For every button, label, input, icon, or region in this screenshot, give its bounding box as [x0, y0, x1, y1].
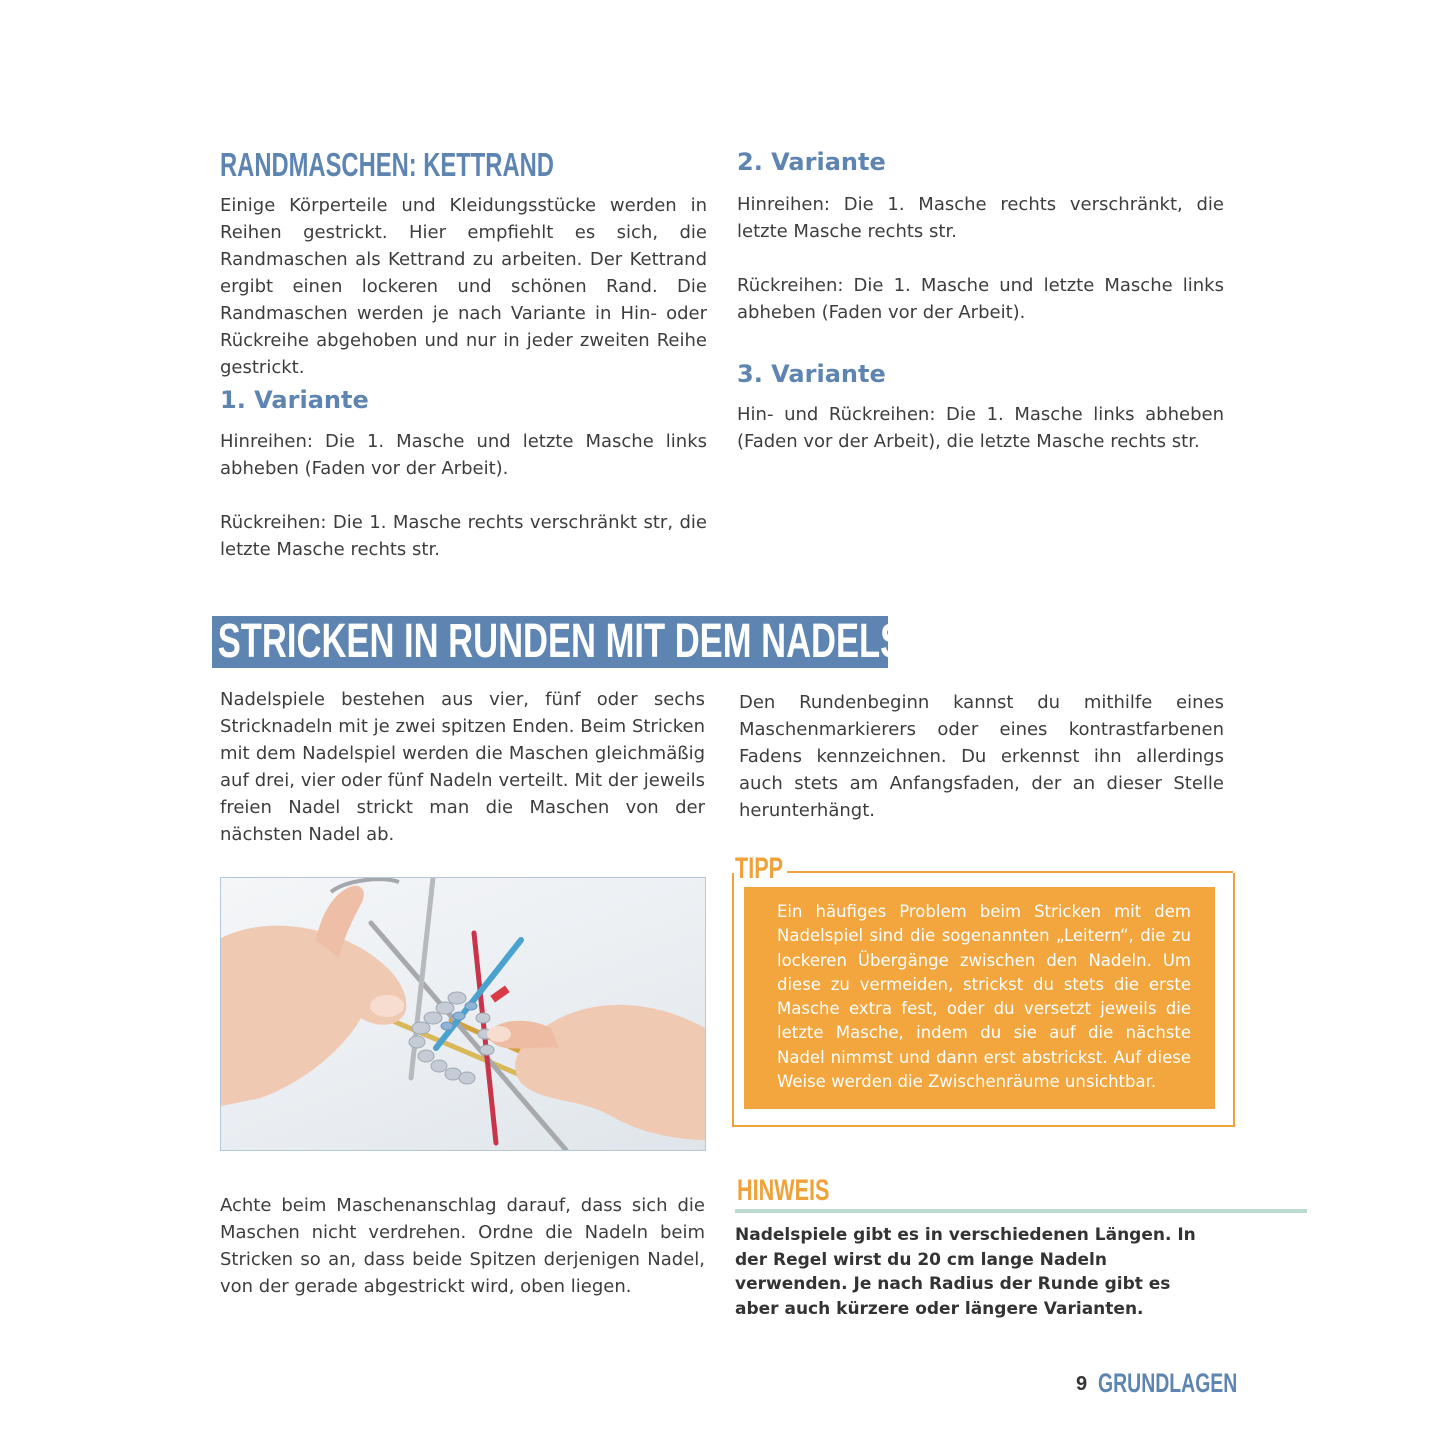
knitting-photo — [220, 877, 706, 1151]
hinweis-label: HINWEIS — [737, 1174, 830, 1207]
section-heading-randmaschen: RANDMASCHEN: KETTRAND — [220, 146, 554, 183]
maschenanschlag-paragraph: Achte beim Maschenanschlag darauf, dass sich die Maschen nicht verdrehen. Ordne die Nadeln beim Stricken so an, dass beide Spitzen derjenigen Nadel, von der gerade abgestrickt wird, oben liegen. — [220, 1195, 705, 1297]
tipp-text: Ein häufiges Problem beim Stricken mit dem Nadelspiel sind die sogenannten „Leitern“, die zu lockeren Übergänge zwischen den Nadeln. Um diese zu vermeiden, strickst du stets die erste Masche extra fest, oder du versetzt jeweils die letzte Masche, indem du sie auf die nächste Nadel nimmst und dann erst abstrickst. Auf diese Weise werden die Zwischenräume unsichtbar. — [777, 902, 1191, 1092]
nadelspiel-intro-paragraph: Nadelspiele bestehen aus vier, fünf oder sechs Stricknadeln mit je zwei spitzen Enden. Beim Stricken mit dem Nadelspiel werden die Maschen gleichmäßig auf drei, vier oder fünf Nadeln verteilt. Mit der jeweils freien Nadel strickt man die Maschen von der nächsten Nadel ab. — [220, 689, 705, 845]
intro-paragraph: Einige Körperteile und Kleidungsstücke werden in Reihen gestrickt. Hier empfiehlt es sich, die Randmaschen als Kettrand zu arbeiten. Der Kettrand ergibt einen lockeren und schönen Rand. Die Randmaschen werden je nach Variante in Hin- oder Rückreihe abgehoben und nur in jeder zweiten Reihe gestrickt. — [220, 195, 707, 378]
rundenbeginn-paragraph: Den Rundenbeginn kannst du mithilfe eines Maschenmarkierers oder eines kontrastfarbenen Fadens kennzeichnen. Du erkennst ihn allerdings auch stets am Anfangsfaden, der an dieser Stelle herunterhängt. — [739, 692, 1224, 821]
intro-text-block — [220, 192, 707, 381]
variant1-hinreihen: Hinreihen: Die 1. Masche und letzte Masche links abheben (Faden vor der Arbeit). — [220, 431, 707, 479]
variant2-title: 2. Variante — [737, 148, 886, 176]
variant2-body — [737, 191, 1224, 326]
variant3-title: 3. Variante — [737, 360, 886, 388]
variant3-body — [737, 401, 1224, 455]
tipp-box — [744, 887, 1215, 1109]
hinweis-text: Nadelspiele gibt es in verschiedenen Längen. In der Regel wirst du 20 cm lange Nadeln verwenden. Je nach Radius der Runde gibt es aber auch kürzere oder längere Varianten. — [735, 1225, 1196, 1319]
variant3-hin-und-rueckreihen: Hin- und Rückreihen: Die 1. Masche links abheben (Faden vor der Arbeit), die letzte Masche rechts str. — [737, 404, 1224, 452]
tipp-label: TIPP — [735, 852, 784, 885]
knitting-photo-illustration — [221, 878, 705, 1150]
page-section-label: GRUNDLAGEN — [1098, 1368, 1238, 1398]
variant1-body — [220, 428, 707, 563]
maschenanschlag-block — [220, 1192, 705, 1300]
nadelspiel-intro-block — [220, 686, 705, 848]
variant1-title: 1. Variante — [220, 386, 369, 414]
variant2-rueckreihen: Rückreihen: Die 1. Masche und letzte Masche links abheben (Faden vor der Arbeit). — [737, 275, 1224, 323]
variant2-hinreihen: Hinreihen: Die 1. Masche rechts verschränkt, die letzte Masche rechts str. — [737, 194, 1224, 242]
variant1-rueckreihen: Rückreihen: Die 1. Masche rechts verschränkt str, die letzte Masche rechts str. — [220, 512, 707, 560]
section-banner — [212, 615, 981, 668]
hinweis-rule — [735, 1209, 1307, 1213]
rundenbeginn-block — [739, 689, 1224, 824]
section-banner-title: STRICKEN IN RUNDEN MIT DEM NADELSPIEL — [217, 615, 981, 668]
page-number: 9 — [1076, 1373, 1088, 1395]
